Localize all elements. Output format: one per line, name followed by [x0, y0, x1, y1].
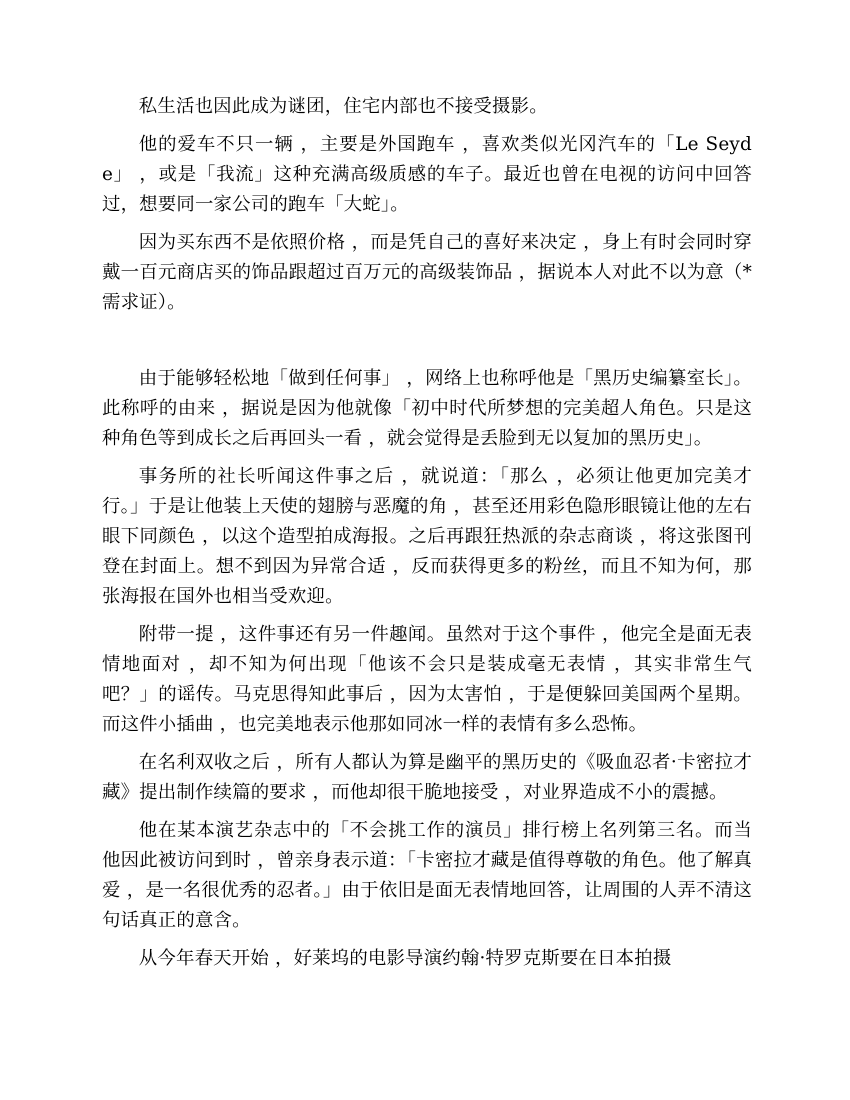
paragraph-cars: 他的爱车不只一辆 ，主要是外国跑车 ，喜欢类似光冈汽车的「Le Seyde」 ，或是「我流」这种充满高级质感的车子。最近也曾在电视的访问中回答过，想要同一家公司的跑车「大蛇」。 [102, 134, 752, 215]
paragraph-ranking: 他在某本演艺杂志中的「不会挑工作的演员」排行榜上名列第三名。而当他因此被访问到时 ，曾亲身表示道：「卡密拉才藏是值得尊敬的角色。他了解真爱 ，是一名很优秀的忍者。」由于依旧是面无表情地回答，让周围的人弄不清这句话真正的意含。 [102, 820, 752, 931]
paragraph-hollywood: 从今年春天开始 ，好莱坞的电影导演约翰·特罗克斯要在日本拍摄 [138, 948, 672, 969]
paragraph-privacy: 私生活也因此成为谜团，住宅内部也不接受摄影。 [138, 96, 548, 117]
paragraph-poster: 事务所的社长听闻这件事之后 ，就说道：「那么 ，必须让他更加完美才行。」于是让他装上天使的翅膀与恶魔的角 ，甚至还用彩色隐形眼镜让他的左右眼下同颜色 ，以这个造型拍成海报。之后再跟狂热派的杂志商谈 ，将这张图刊登在封面上。想不到因为异常合适 ，反而获得更多的粉丝，而且不知为何，那张海报在国外也相当受欢迎。 [102, 466, 752, 607]
document-page [102, 92, 752, 982]
paragraph-sequel: 在名利双收之后 ，所有人都认为算是幽平的黑历史的《吸血忍者·卡密拉才藏》提出制作续篇的要求 ，而他却很干脆地接受 ，对业界造成不小的震撼。 [102, 752, 752, 803]
paragraph-anecdote: 附带一提 ，这件事还有另一件趣闻。虽然对于这个事件 ，他完全是面无表情地面对 ，却不知为何出现「他该不会只是装成毫无表情 ，其实非常生气吧？」的谣传。马克思得知此事后 ，因为太害怕 ，于是便躲回美国两个星期。而这件小插曲 ，也完美地表示他那如同冰一样的表情有多么恐怖。 [102, 624, 752, 735]
paragraph-shopping: 因为买东西不是依照价格 ，而是凭自己的喜好来决定 ，身上有时会同时穿戴一百元商店买的饰品跟超过百万元的高级装饰品 ，据说本人对此不以为意（*需求证）。 [102, 232, 752, 313]
paragraph-nickname: 由于能够轻松地「做到任何事」 ，网络上也称呼他是「黑历史编纂室长」。此称呼的由来 ，据说是因为他就像「初中时代所梦想的完美超人角色。只是这种角色等到成长之后再回头一看 ，就会觉得是丢脸到无以复加的黑历史」。 [102, 368, 752, 449]
section-break [102, 326, 752, 364]
